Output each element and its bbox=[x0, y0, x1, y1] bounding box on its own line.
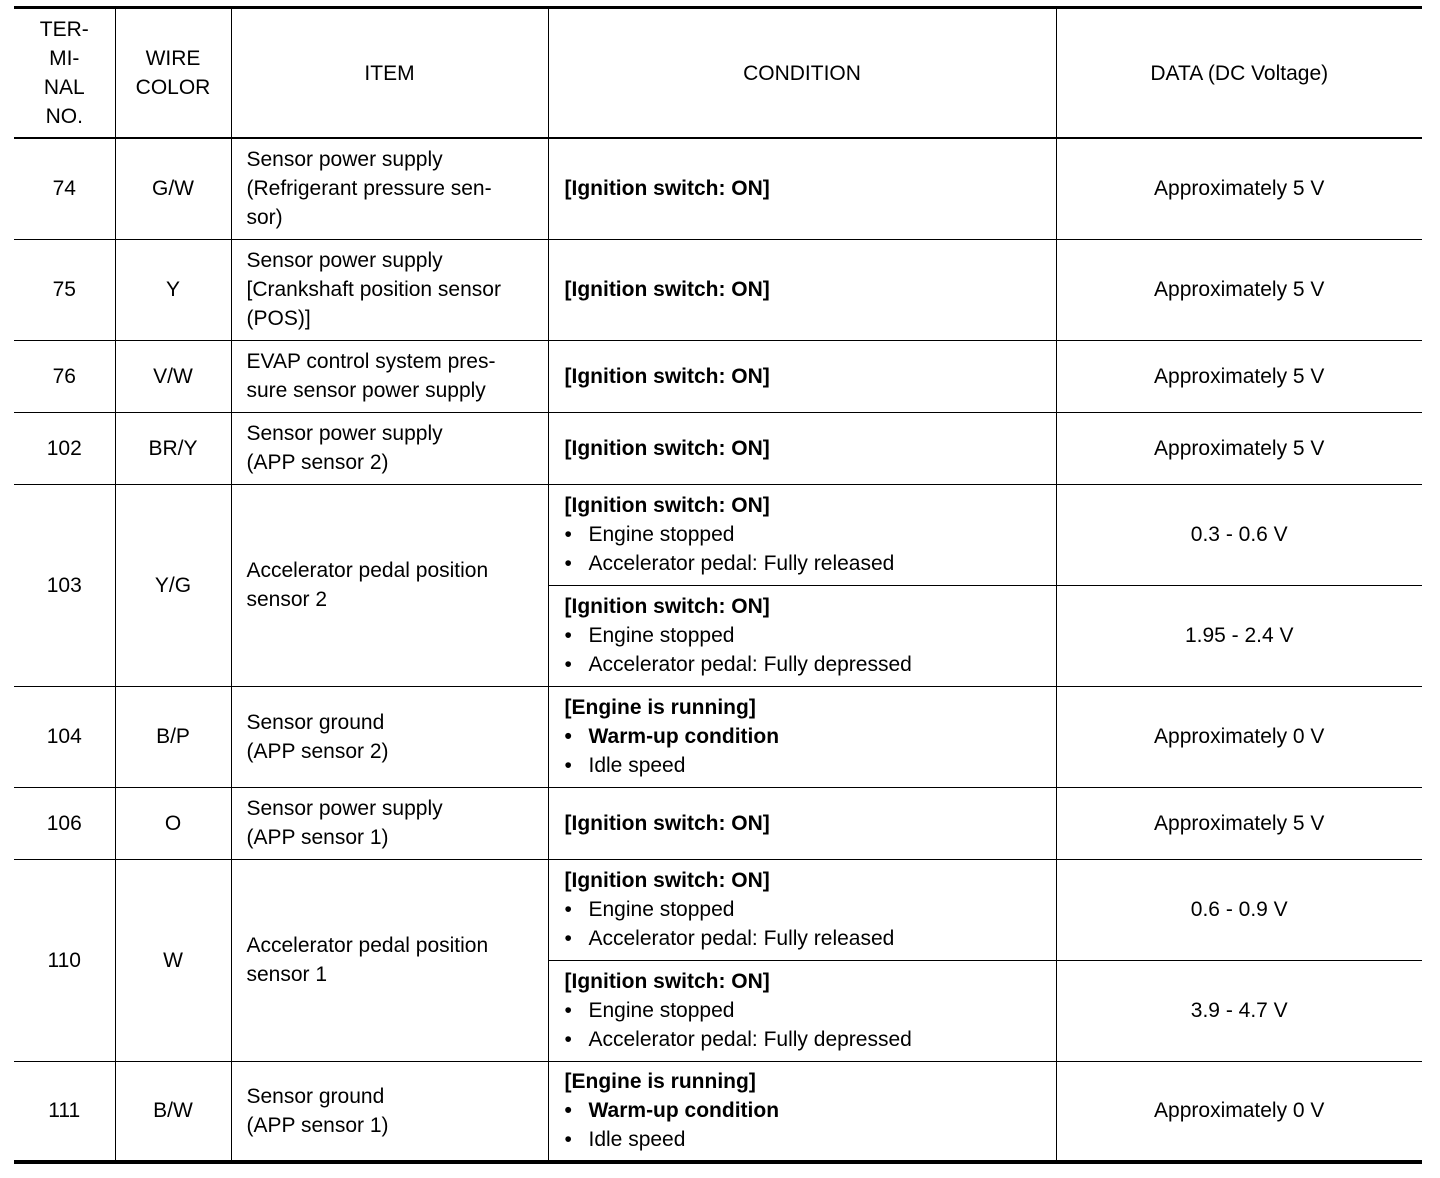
terminal-number: 103 bbox=[14, 484, 115, 686]
wire-color: O bbox=[115, 787, 231, 859]
condition-bullet: • Idle speed bbox=[564, 754, 686, 777]
terminal-number: 102 bbox=[14, 412, 115, 484]
condition-title: [Ignition switch: ON] bbox=[564, 364, 770, 388]
condition-cell bbox=[548, 686, 1056, 787]
item-cell: Sensor ground (APP sensor 1) bbox=[231, 1061, 548, 1162]
item-cell: Sensor power supply (APP sensor 1) bbox=[231, 787, 548, 859]
wire-color: B/W bbox=[115, 1061, 231, 1162]
terminal-number: 74 bbox=[14, 138, 115, 239]
condition-cell bbox=[548, 1061, 1056, 1162]
condition-cell bbox=[548, 138, 1056, 239]
header-wire-color: WIRE COLOR bbox=[115, 8, 231, 139]
header-item: ITEM bbox=[231, 8, 548, 139]
header-condition: CONDITION bbox=[548, 8, 1056, 139]
data-voltage: 1.95 - 2.4 V bbox=[1056, 585, 1422, 686]
data-voltage: Approximately 5 V bbox=[1056, 787, 1422, 859]
condition-cell bbox=[548, 787, 1056, 859]
condition-title: [Ignition switch: ON] bbox=[564, 811, 770, 835]
item-cell: EVAP control system pres- sure sensor power supply bbox=[231, 340, 548, 412]
terminal-number: 104 bbox=[14, 686, 115, 787]
wire-color: B/P bbox=[115, 686, 231, 787]
wire-color: W bbox=[115, 859, 231, 1061]
table-row bbox=[14, 686, 1422, 787]
wire-color: BR/Y bbox=[115, 412, 231, 484]
condition-title: [Ignition switch: ON] bbox=[564, 278, 770, 301]
condition-title: [Ignition switch: ON] bbox=[564, 494, 770, 517]
table-row bbox=[14, 859, 1422, 960]
header-data: DATA (DC Voltage) bbox=[1056, 8, 1422, 139]
wire-color: G/W bbox=[115, 138, 231, 239]
item-cell: Accelerator pedal position sensor 1 bbox=[231, 859, 548, 1061]
item-cell: Sensor ground (APP sensor 2) bbox=[231, 686, 548, 787]
condition-bullet: • Engine stopped bbox=[564, 523, 735, 546]
terminal-number: 111 bbox=[14, 1061, 115, 1162]
condition-cell bbox=[548, 239, 1056, 340]
condition-cell bbox=[548, 960, 1056, 1061]
condition-bullet: • Warm-up condition bbox=[564, 725, 780, 748]
terminal-number: 110 bbox=[14, 859, 115, 1061]
condition-title: [Ignition switch: ON] bbox=[564, 436, 770, 460]
condition-bullet: • Idle speed bbox=[564, 1128, 686, 1152]
wire-color: Y bbox=[115, 239, 231, 340]
terminal-number: 75 bbox=[14, 239, 115, 340]
condition-title: [Engine is running] bbox=[564, 1070, 756, 1094]
condition-title: [Ignition switch: ON] bbox=[564, 869, 770, 892]
condition-bullet: • Accelerator pedal: Fully depressed bbox=[564, 1028, 912, 1051]
condition-title: [Ignition switch: ON] bbox=[564, 595, 770, 618]
table-row bbox=[14, 484, 1422, 585]
wire-color: V/W bbox=[115, 340, 231, 412]
data-voltage: Approximately 5 V bbox=[1056, 412, 1422, 484]
condition-bullet: • Accelerator pedal: Fully released bbox=[564, 927, 895, 950]
data-voltage: Approximately 0 V bbox=[1056, 686, 1422, 787]
terminal-spec-table bbox=[14, 6, 1422, 1164]
data-voltage: 0.6 - 0.9 V bbox=[1056, 859, 1422, 960]
data-voltage: 0.3 - 0.6 V bbox=[1056, 484, 1422, 585]
condition-bullet: • Engine stopped bbox=[564, 999, 735, 1022]
data-voltage: Approximately 0 V bbox=[1056, 1061, 1422, 1162]
terminal-number: 106 bbox=[14, 787, 115, 859]
condition-cell bbox=[548, 585, 1056, 686]
condition-title: [Engine is running] bbox=[564, 696, 756, 719]
item-cell: Sensor power supply (Refrigerant pressure sen- sor) bbox=[231, 138, 548, 239]
table-row bbox=[14, 340, 1422, 412]
terminal-number: 76 bbox=[14, 340, 115, 412]
table-row bbox=[14, 138, 1422, 239]
data-voltage: Approximately 5 V bbox=[1056, 340, 1422, 412]
table-row bbox=[14, 412, 1422, 484]
header-terminal-no: TER- MI- NAL NO. bbox=[14, 8, 115, 139]
item-cell: Accelerator pedal position sensor 2 bbox=[231, 484, 548, 686]
condition-title: [Ignition switch: ON] bbox=[564, 177, 770, 201]
condition-bullet: • Engine stopped bbox=[564, 624, 735, 647]
header-row bbox=[14, 8, 1422, 139]
condition-bullet: • Engine stopped bbox=[564, 898, 735, 921]
condition-cell bbox=[548, 412, 1056, 484]
data-voltage: Approximately 5 V bbox=[1056, 138, 1422, 239]
condition-bullet: • Accelerator pedal: Fully released bbox=[564, 552, 895, 575]
wire-color: Y/G bbox=[115, 484, 231, 686]
item-cell: Sensor power supply [Crankshaft position sensor (POS)] bbox=[231, 239, 548, 340]
condition-bullet: • Warm-up condition bbox=[564, 1099, 780, 1123]
condition-title: [Ignition switch: ON] bbox=[564, 970, 770, 993]
condition-cell bbox=[548, 340, 1056, 412]
item-cell: Sensor power supply (APP sensor 2) bbox=[231, 412, 548, 484]
data-voltage: 3.9 - 4.7 V bbox=[1056, 960, 1422, 1061]
condition-bullet: • Accelerator pedal: Fully depressed bbox=[564, 653, 912, 676]
data-voltage: Approximately 5 V bbox=[1056, 239, 1422, 340]
condition-cell bbox=[548, 484, 1056, 585]
condition-cell bbox=[548, 859, 1056, 960]
table-row bbox=[14, 1061, 1422, 1162]
table-row bbox=[14, 239, 1422, 340]
table-row bbox=[14, 787, 1422, 859]
